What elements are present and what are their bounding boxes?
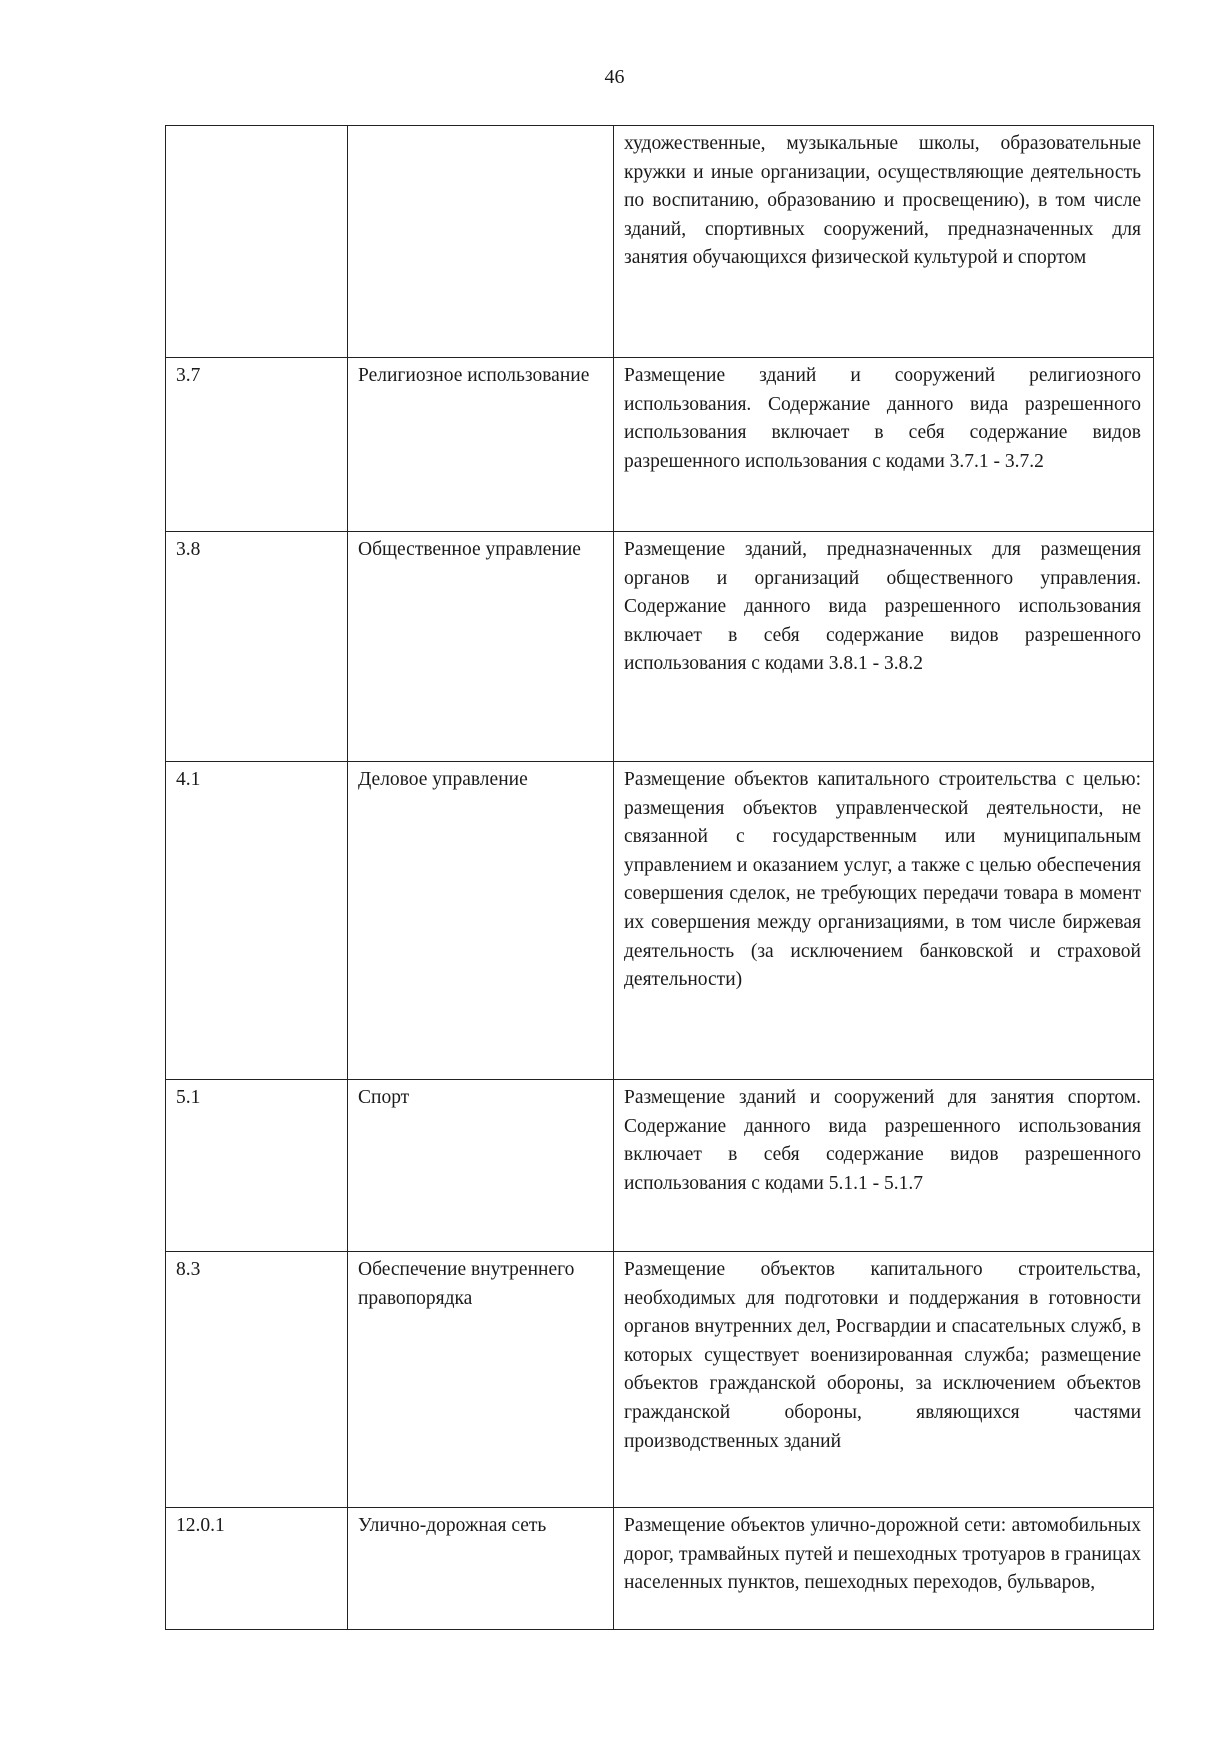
table-row xyxy=(166,358,1154,532)
table-row xyxy=(166,1252,1154,1508)
code-cell: 4.1 xyxy=(166,762,348,1080)
code-cell: 12.0.1 xyxy=(166,1508,348,1630)
page-number: 46 xyxy=(604,66,625,88)
name-cell xyxy=(348,126,614,358)
code-cell: 5.1 xyxy=(166,1080,348,1252)
name-cell: Общественное управление xyxy=(348,532,614,762)
description-cell: Размещение зданий и сооружений религиозного использования. Содержание данного вида разрешенного использования включает в себя содержание видов разрешенного использования с кодами 3.7.1 - 3.7.2 xyxy=(614,358,1154,532)
description-cell: Размещение объектов капитального строительства с целью: размещения объектов управленческой деятельности, не связанной с государственным или муниципальным управлением и оказанием услуг, а также с целью обеспечения совершения сделок, не требующих передачи товара в момент их совершения между организациями, в том числе биржевая деятельность (за исключением банковской и страховой деятельности) xyxy=(614,762,1154,1080)
table-row xyxy=(166,1080,1154,1252)
table-row xyxy=(166,762,1154,1080)
land-use-table xyxy=(165,125,1154,1630)
code-cell: 3.8 xyxy=(166,532,348,762)
name-cell: Обеспечение внутреннего правопорядка xyxy=(348,1252,614,1508)
table-row xyxy=(166,126,1154,358)
description-cell: Размещение зданий и сооружений для занятия спортом. Содержание данного вида разрешенного использования включает в себя содержание видов разрешенного использования с кодами 5.1.1 - 5.1.7 xyxy=(614,1080,1154,1252)
description-cell: художественные, музыкальные школы, образовательные кружки и иные организации, осуществляющие деятельность по воспитанию, образованию и просвещению), в том числе зданий, спортивных сооружений, предназначенных для занятия обучающихся физической культурой и спортом xyxy=(614,126,1154,358)
name-cell: Деловое управление xyxy=(348,762,614,1080)
description-cell: Размещение объектов улично-дорожной сети: автомобильных дорог, трамвайных путей и пешеходных тротуаров в границах населенных пунктов, пешеходных переходов, бульваров, xyxy=(614,1508,1154,1630)
name-cell: Спорт xyxy=(348,1080,614,1252)
description-cell: Размещение объектов капитального строительства, необходимых для подготовки и поддержания в готовности органов внутренних дел, Росгвардии и спасательных служб, в которых существует военизированная служба; размещение объектов гражданской обороны, за исключением объектов гражданской обороны, являющихся частями производственных зданий xyxy=(614,1252,1154,1508)
table-row xyxy=(166,1508,1154,1630)
code-cell xyxy=(166,126,348,358)
name-cell: Религиозное использование xyxy=(348,358,614,532)
description-cell: Размещение зданий, предназначенных для размещения органов и организаций общественного управления. Содержание данного вида разрешенного использования включает в себя содержание видов разрешенного использования с кодами 3.8.1 - 3.8.2 xyxy=(614,532,1154,762)
code-cell: 8.3 xyxy=(166,1252,348,1508)
name-cell: Улично-дорожная сеть xyxy=(348,1508,614,1630)
code-cell: 3.7 xyxy=(166,358,348,532)
table-row xyxy=(166,532,1154,762)
